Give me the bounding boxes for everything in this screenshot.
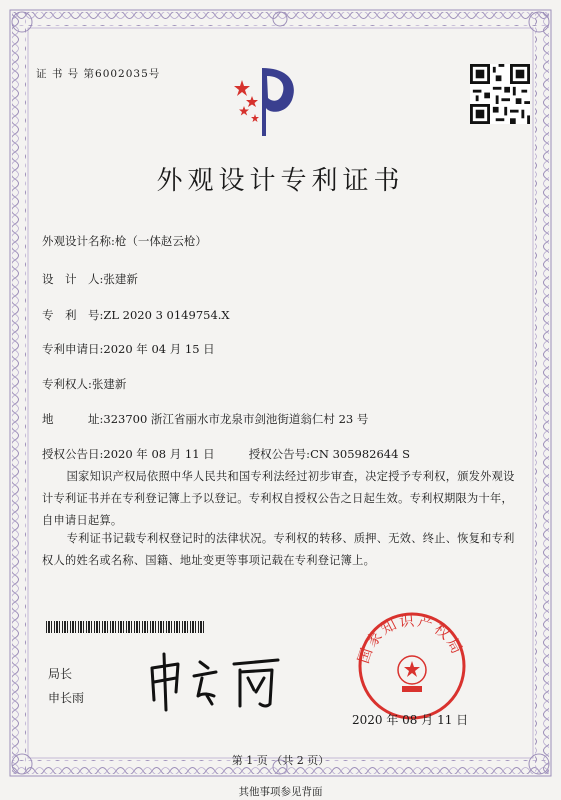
patent-logo-icon [232, 62, 302, 140]
barcode-icon [46, 621, 206, 633]
director-title: 局长 [48, 667, 73, 681]
field-label: 专利申请日: [42, 342, 104, 356]
announcement-date-label: 授权公告日: [42, 447, 104, 461]
field-value: 张建新 [91, 377, 127, 391]
field-label: 专 利 号: [42, 308, 104, 322]
announcement-number-value: CN 305982644 S [310, 447, 410, 461]
field-label: 设 计 人: [42, 272, 104, 286]
field-value: 2020 年 04 月 15 日 [103, 342, 215, 356]
field-value: 枪（一体赵云枪） [114, 234, 207, 248]
svg-text:国家知识产权局: 国家知识产权局 [354, 611, 468, 666]
field-label: 外观设计名称: [42, 234, 115, 248]
field-value: ZL 2020 3 0149754.X [103, 308, 230, 322]
official-seal-icon [342, 610, 482, 720]
field-address [42, 411, 368, 427]
director-name: 申长雨 [48, 691, 85, 705]
page-title: 外观设计专利证书 [156, 166, 405, 196]
qr-code-icon [470, 64, 530, 124]
field-patentee [42, 376, 126, 392]
field-label: 地 址: [42, 412, 104, 426]
announcement-date-value: 2020 年 08 月 11 日 [103, 447, 215, 461]
field-designer [42, 271, 138, 287]
field-value: 张建新 [103, 272, 138, 286]
legal-status-paragraph: 专利证书记载专利权登记时的法律状况。专利权的转移、质押、无效、终止、恢复和专利权人的姓名或名称、国籍、地址变更等事项记载在专利登记簿上。 [42, 532, 515, 567]
field-patent-number [42, 307, 230, 323]
announcement-row [42, 446, 410, 462]
field-label: 专利权人: [42, 377, 92, 391]
footer-note: 其他事项参见背面 [238, 786, 323, 798]
field-application-date [42, 341, 215, 357]
field-design-name [42, 233, 207, 249]
seal-date: 2020 年 08 月 11 日 [352, 713, 469, 727]
certificate-number: 证 书 号 第6002035号 [36, 68, 161, 80]
grant-paragraph: 国家知识产权局依照中华人民共和国专利法经过初步审查，决定授予专利权，颁发外观设计专利证书并在专利登记簿上予以登记。专利权自授权公告之日起生效。专利权期限为十年，自申请日起算。 [42, 470, 515, 527]
field-value: 323700 浙江省丽水市龙泉市剑池街道翁仁村 23 号 [103, 412, 369, 426]
page-number: 第 1 页 （共 2 页） [231, 754, 330, 767]
handwritten-signature [142, 648, 284, 714]
announcement-number-label: 授权公告号: [248, 447, 311, 461]
